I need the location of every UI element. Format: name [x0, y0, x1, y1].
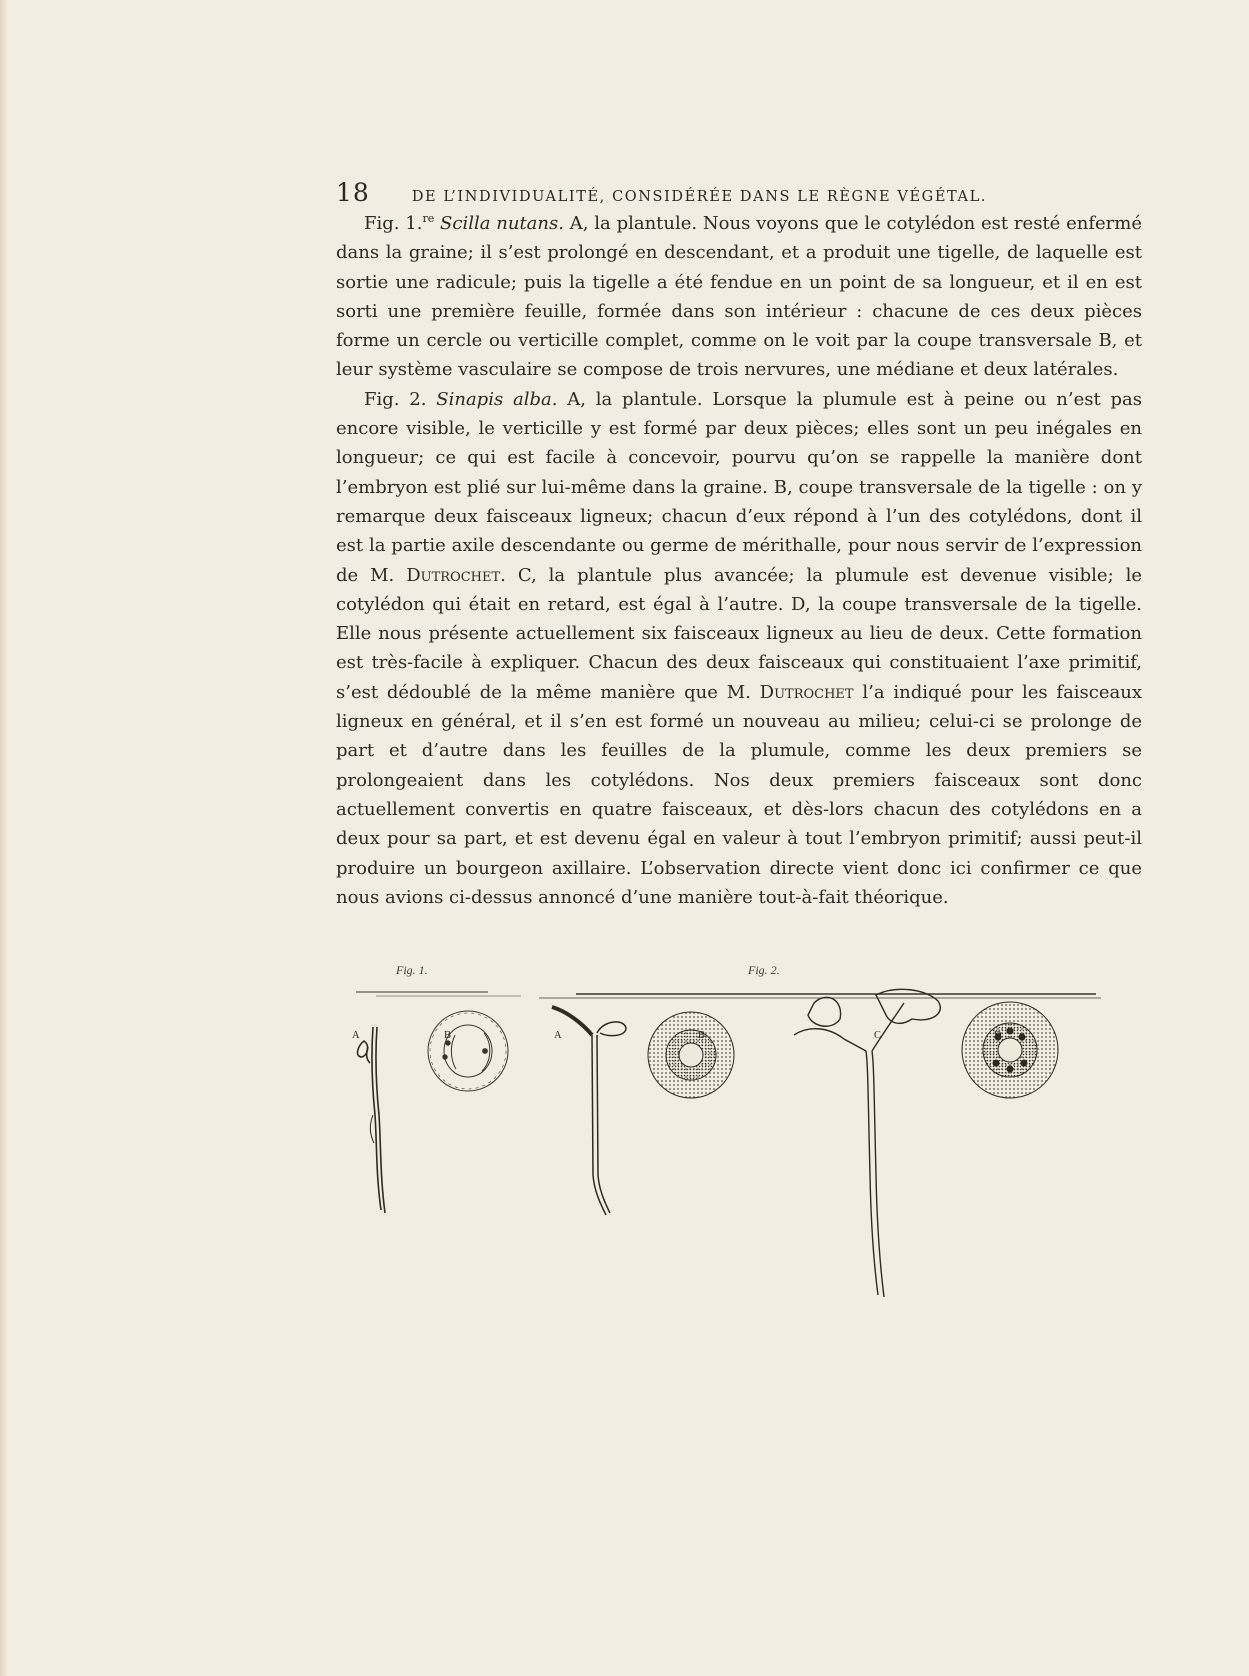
fig1-species: Scilla nutans. — [440, 213, 564, 234]
fig1-label: Fig. 1. — [364, 213, 423, 234]
fig1-superscript: re — [422, 212, 435, 225]
fig1-text: A, la plantule. Nous voyons que le cotylédon est resté enfermé dans la graine; il s’est prolongé en descendant, et a produit une tigelle, de laquelle est sortie une radicule; puis la tigelle a été fendue en un point de sa longueur, et il en est sorti une première feuille, formée dans son intérieur : chacune de ces deux pièces forme un cercle ou verticille complet, comme on le voit par la coupe transversale B, et leur système vasculaire se compose de trois nervures, une médiane et deux latérales. — [336, 213, 1142, 381]
botanical-plate — [352, 963, 1126, 1375]
fig1-cross-section-drawing — [428, 1011, 508, 1091]
running-title: DE L’INDIVIDUALITÉ, CONSIDÉRÉE DANS LE RÈGNE VÉGÉTAL. — [411, 189, 988, 205]
fig2-label: Fig. 2. — [364, 388, 427, 410]
fig1-caption: Fig. 1. — [396, 963, 428, 977]
fig2-cross-section-b-drawing — [648, 1012, 734, 1098]
fig2-cross-section-d-drawing — [962, 1002, 1058, 1098]
fig2-text-3: l’a indiqué pour les faisceaux ligneux en général, et il s’en est formé un nouveau au milieu; celui-ci se prolonge de part et d’autre dans les feuilles de la plumule, comme les deux premiers se prolongeaient dans les cotylédons. Nos deux premiers faisceaux sont donc actuellement convertis en quatre faisceaux, et dès-lors chacun des cotylédons en a deux pour sa part, et est devenu égal en valeur à tout l’embryon primitif; aussi peut-il produire un bourgeon axillaire. L’observation directe vient donc ici confirmer ce que nous avions ci-dessus annoncé d’une manière tout-à-fait théorique. — [336, 681, 1143, 908]
fig2-label-c: C — [874, 1030, 882, 1041]
fig2-species: Sinapis alba. — [436, 388, 558, 410]
fig2-plantule-c-drawing — [794, 989, 940, 1297]
author-name: M. Dutrochet. — [370, 564, 506, 586]
fig2-label-a: A — [554, 1030, 562, 1041]
fig1-plantule-drawing — [358, 1027, 385, 1213]
page-edge — [0, 0, 8, 1676]
author-name: M. Dutrochet — [726, 681, 854, 703]
fig2-label-d: D — [994, 1030, 1002, 1041]
fig1-paragraph — [336, 209, 1142, 385]
fig2-text-1: A, la plantule. Lorsque la plumule est à peine ou n’est pas encore visible, le verticille y est formé par deux pièces; elles sont un peu inégales en longueur; ce qui est facile à concevoir, pourvu qu’on se rappelle la manière dont l’embryon est plié sur lui-même dans la graine. B, coupe transversale de la tigelle : on y remarque deux faisceaux ligneux; chacun d’eux répond à l’un des cotylédons, dont il est la partie axile descendante ou germe de mérithalle, pour nous servir de l’expression de — [336, 388, 1142, 586]
fig2-label-b: B — [698, 1030, 706, 1041]
fig2-caption: Fig. 2. — [748, 963, 780, 977]
fig1-label-b: B — [444, 1030, 452, 1041]
page-number: 18 — [336, 178, 370, 207]
caption-rules — [356, 992, 1101, 998]
plate-illustration — [356, 975, 1126, 1375]
fig2-paragraph — [336, 385, 1142, 912]
page-header — [336, 178, 1036, 208]
fig2-plantule-a-drawing — [552, 1007, 626, 1215]
fig2-text-2: C, la plantule plus avancée; la plumule est devenue visible; le cotylédon qui était en retard, est égal à l’autre. D, la coupe transversale de la tigelle. Elle nous présente actuellement six faisceaux ligneux au lieu de deux. Cette formation est très-facile à expliquer. Chacun des deux faisceaux qui constituaient l’axe primitif, s’est dédoublé de la même manière que — [336, 564, 1142, 703]
fig1-label-a: A — [352, 1030, 360, 1041]
body-text — [336, 209, 1142, 912]
